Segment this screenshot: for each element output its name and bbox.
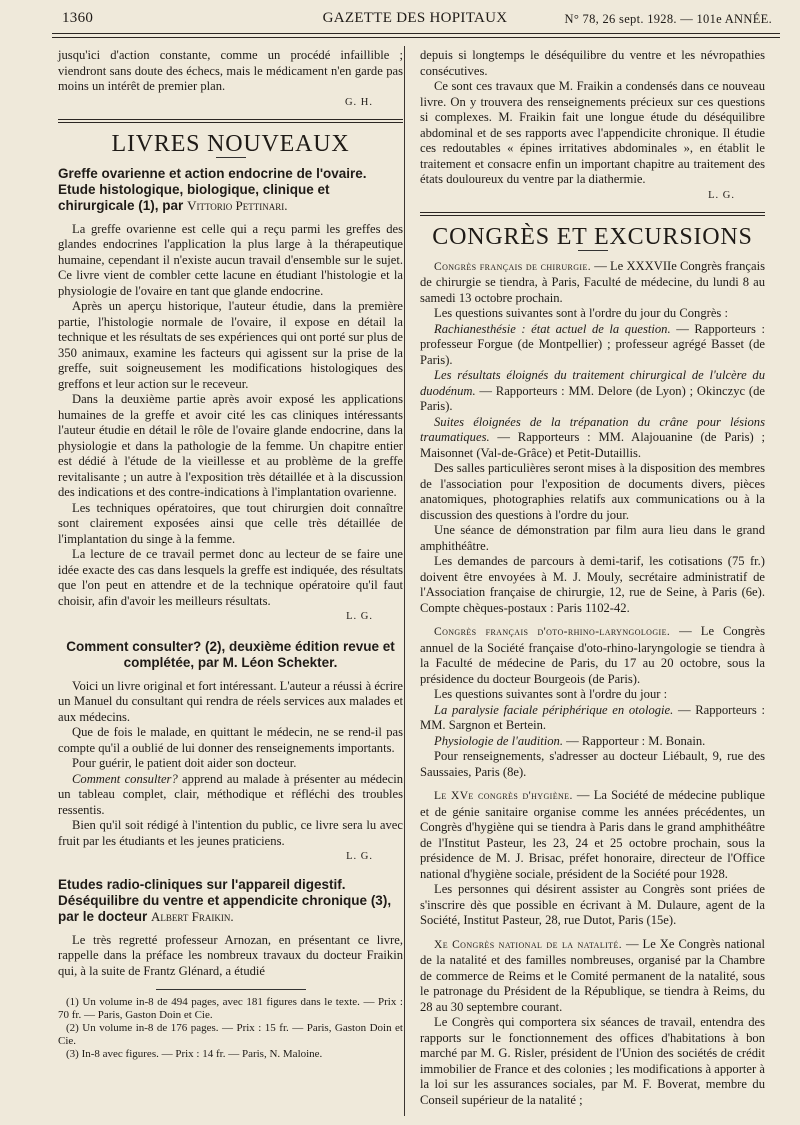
book2-italic-title: Comment consulter? xyxy=(72,771,178,786)
section-title-congres: CONGRÈS ET EXCURSIONS xyxy=(432,224,753,250)
congress-lead: Xe Congrès national de la natalité. xyxy=(434,938,623,951)
congress-paragraph: Pour renseignements, s'adresser au docteur Liébault, 9, rue des Saussaies, Paris (8e). xyxy=(420,749,765,779)
book1-paragraph: Après un aperçu historique, l'auteur étudie, dans la première partie, l'histologie normale de l'ovaire, il expose en détail la technique et les résultats de ses expériences qui ont porté sur plus de 350 animaux, examine les facteurs qui agissent sur la prise de la greffe, suit soigneusement les modifications histologiques des greffons et leur action sur le receveur. xyxy=(58,299,403,391)
question-text: — Rapporteurs : professeur Forgue (de Montpellier) ; professeur agrégé Basset (de Paris). xyxy=(420,321,765,367)
book2-signature: L. G. xyxy=(346,851,373,862)
book2-paragraph: Bien qu'il soit rédigé à l'intention du public, ce livre sera lu avec fruit par les étudiants et les jeunes praticiens. xyxy=(58,818,403,848)
question-text: — Rapporteurs : MM. Delore (de Lyon) ; Okinczyc (de Paris). xyxy=(420,383,765,413)
congress-text: — Le Congrès annuel de la Société française d'oto-rhino-laryngologie se tiendra à la Faculté de médecine de Paris, du 17 au 20 octobre, sous la présidence du docteur Bourgeois (de Paris). xyxy=(420,624,766,686)
book1-author: Vittorio Pettinari. xyxy=(187,197,288,213)
congress-chirurgie xyxy=(420,259,765,307)
section-separator-thin xyxy=(58,122,403,123)
journal-title: GAZETTE DES HOPITAUX xyxy=(322,10,508,26)
congress-lead: Congrès français de chirurgie. xyxy=(434,260,592,273)
header-rule xyxy=(52,33,780,34)
congress-paragraph: Les questions suivantes sont à l'ordre du jour : xyxy=(434,687,668,701)
congress-paragraph: Les questions suivantes sont à l'ordre du jour du Congrès : xyxy=(434,306,728,320)
footnote: (3) In-8 avec figures. — Prix : 14 fr. — Paris, N. Maloine. xyxy=(66,1048,323,1060)
question-text: — Rapporteur : M. Bonain. xyxy=(562,733,706,748)
congress-lead: Le XVe congrès d'hygiène. xyxy=(434,790,573,802)
continued-signature: L. G. xyxy=(708,189,735,201)
congress-text: — Le Xe Congrès national de la natalité et des familles nombreuses, organisé par la Chambre de commerce de Reims et le Comité permanent de la natalité, sous le patronage du Président de la République, se tiendra à Reims, du 28 au 30 septembre courant. xyxy=(420,936,765,1014)
section-separator xyxy=(420,212,765,213)
intro-paragraph: jusqu'ici d'action constante, comme un procédé infaillible ; viendront sans doute des échecs, mais le médicament n'en garde pas moins un intérêt de premier plan. xyxy=(58,48,403,93)
congress-paragraph: Une séance de démonstration par film aura lieu dans le grand amphithéâtre. xyxy=(420,523,765,553)
section-title-livres: LIVRES NOUVEAUX xyxy=(111,131,350,157)
question-title: Rachianesthésie : état actuel de la question. xyxy=(434,321,671,336)
book2-paragraph-text: apprend au malade à présenter au médecin un tableau complet, clair, méthodique et réfléchi des troubles ressentis. xyxy=(58,771,403,817)
book3-paragraph: Le très regretté professeur Arnozan, en présentant ce livre, rappelle dans la préface les nombreux travaux du docteur Fraikin qui, à la suite de Frantz Glénard, a étudié xyxy=(58,932,403,978)
book3-title xyxy=(58,877,403,925)
book2-paragraph: Voici un livre original et fort intéressant. L'auteur a réussi à écrire un Manuel du consultant qui rendra de réels services aux malades et aux médecins. xyxy=(58,678,403,724)
book3-author: Albert Fraikin. xyxy=(151,908,234,924)
congress-natalite xyxy=(420,937,765,1016)
congress-text: — La Société de médecine publique et de génie sanitaire organise comme les années précédentes, un Congrès d'hygiène qui se tiendra à Paris dans le grand amphithéâtre de l'Institut Pasteur, les 23, 24 et 25 octobre prochain, sous la présidence de M. J. Brisac, préfet honoraire, directeur de l'Office national d'hygiène sociale, président de la Société pour 1928. xyxy=(420,788,765,881)
congress-paragraph: Les demandes de parcours à demi-tarif, les cotisations (75 fr.) doivent être envoyées à M. J. Mouly, secrétaire administratif de l'Association française de chirurgie, 12, rue de Seine, à Paris (6e). Compte chèques-postaux : Paris 1102-42. xyxy=(420,554,765,615)
section-separator-thin xyxy=(420,215,765,216)
question-text: — Rapporteurs : MM. Sargnon et Bertein. xyxy=(420,702,766,732)
right-column xyxy=(420,48,765,1108)
intro-signature: G. H. xyxy=(344,96,373,108)
book1-title-text: Greffe ovarienne et action endocrine de l'ovaire. Etude histologique, biologique, clinique et chirurgicale (1), par xyxy=(58,165,367,213)
column-divider xyxy=(404,46,405,1116)
book3-title-text: Etudes radio-cliniques sur l'appareil digestif. Déséquilibre du ventre et appendicite chronique (3), par le docteur xyxy=(58,876,392,924)
book1-paragraph: La greffe ovarienne est celle qui a reçu parmi les greffes des glandes endocrines l'application la plus large à la thérapeutique humaine, cependant il n'existe aucun travail d'ensemble sur le sujet. Ce livre vient de combler cette lacune en étudiant l'histologie et la physiologie de l'ovaire en tant que glande endocrine. xyxy=(58,221,403,298)
continued-paragraph: depuis si longtemps le déséquilibre du ventre et les névropathies consécutives. xyxy=(420,48,765,78)
page-header xyxy=(50,8,780,32)
congress-question xyxy=(420,322,765,369)
congress-question xyxy=(420,368,765,415)
continued-paragraph: Ce sont ces travaux que M. Fraikin a condensés dans ce nouveau livre. On y trouvera des renseignements précieux sur ces questions si complexes. M. Fraikin fait une longue étude du déséquilibre abdominal et de ses rapports avec l'appendicite chronique. Il étudie ces redoutables « épines irritatives abdominales », en établit le traitement et consacre enfin un important chapitre au traitement des états douloureux du ventre par la diathermie. xyxy=(420,79,765,186)
issue-info: N° 78, 26 sept. 1928. — 101e ANNÉE. xyxy=(564,12,772,26)
congress-hygiene xyxy=(420,788,765,882)
book2-paragraph: Que de fois le malade, en quittant le médecin, ne se rend-il pas compte qu'il a oublié de lui donner des renseignements importants. xyxy=(58,725,403,755)
book2-title: Comment consulter? (2), deuxième édition revue et complétée, par M. Léon Schekter. xyxy=(66,638,395,670)
congress-paragraph: Le Congrès qui comportera six séances de travail, entendra des rapports sur le fonctionnement des offices d'habitations à bon marché par M. G. Risler, président de l'Union des sociétés de crédit immobilier de France et des colonies ; les modifications à apporter à la loi sur les assurances sociales, par M. F. Boverat, membre du Conseil supérieur de la natalité ; xyxy=(420,1015,765,1107)
footnote-rule xyxy=(156,989,306,990)
left-column xyxy=(58,48,403,1061)
question-title: Suites éloignées de la trépanation du crâne pour lésions traumatiques. xyxy=(420,414,765,444)
header-rule-thin xyxy=(52,37,780,38)
footnote: (1) Un volume in-8 de 494 pages, avec 181 figures dans le texte. — Prix : 70 fr. — Paris, Gaston Doin et Cie. xyxy=(58,996,403,1021)
congress-text: — Le XXXVIIe Congrès français de chirurgie se tiendra, à Paris, Faculté de médecine, du lundi 8 au samedi 13 octobre prochain. xyxy=(420,258,765,305)
book1-signature: L. G. xyxy=(346,611,373,622)
congress-question xyxy=(420,734,765,750)
congress-question xyxy=(420,703,765,734)
question-title: Physiologie de l'audition. xyxy=(434,733,563,748)
book1-paragraph: Les techniques opératoires, que tout chirurgien doit connaître sont clairement exposées ainsi que celle très détaillée de l'implantation du singe à la femme. xyxy=(58,500,403,546)
congress-paragraph: Des salles particulières seront mises à la disposition des membres de l'association pour l'exposition de documents divers, pièces anatomiques, photographies relatifs aux communications ou à la discussion des questions à l'ordre du jour. xyxy=(420,461,765,522)
book1-paragraph: Dans la deuxième partie après avoir exposé les applications humaines de la greffe et avoir cité les cas cliniques intéressants l'auteur étudie en détail le rôle de l'ovaire glande endocrine, dans la physiologie et dans la pathologie de la femme. Un chapitre entier est dédié à l'étude de la vieillesse et au problème de la greffe revitalisante ; un autre à l'exposition très détaillée et à la discussion des indications et des contre-indications à l'implantation ovarienne. xyxy=(58,392,403,499)
congress-orl xyxy=(420,624,765,687)
book1-title xyxy=(58,166,403,214)
congress-paragraph: Les personnes qui désirent assister au Congrès sont priées de s'inscrire dès que possible en écrivant à M. Dulaure, agent de la Société, Institut Pasteur, 28, rue Dutot, Paris (15e). xyxy=(420,882,765,927)
page-number: 1360 xyxy=(62,10,94,26)
question-title: La paralysie faciale périphérique en otologie. xyxy=(434,702,674,717)
question-text: — Rapporteurs : MM. Alajouanine (de Paris) ; Maisonnet (Val-de-Grâce) et Petit-Dutaillis. xyxy=(420,430,765,460)
congress-lead: Congrès français d'oto-rhino-laryngologie. xyxy=(434,626,671,638)
congress-question xyxy=(420,415,765,462)
book2-paragraph: Pour guérir, le patient doit aider son docteur. xyxy=(72,756,297,770)
question-title: Les résultats éloignés du traitement chirurgical de l'ulcère du duodénum. xyxy=(420,368,765,398)
book1-paragraph: La lecture de ce travail permet donc au lecteur de se faire une idée exacte des cas dans lesquels la greffe est indiquée, des résultats que l'on peut en attendre et de la technique opératoire qu'il faut choisir, afin d'avoir les meilleurs résultats. xyxy=(58,547,403,608)
book2-paragraph xyxy=(58,772,403,819)
footnote: (2) Un volume in-8 de 176 pages. — Prix : 15 fr. — Paris, Gaston Doin et Cie. xyxy=(58,1022,403,1047)
section-separator xyxy=(58,119,403,120)
